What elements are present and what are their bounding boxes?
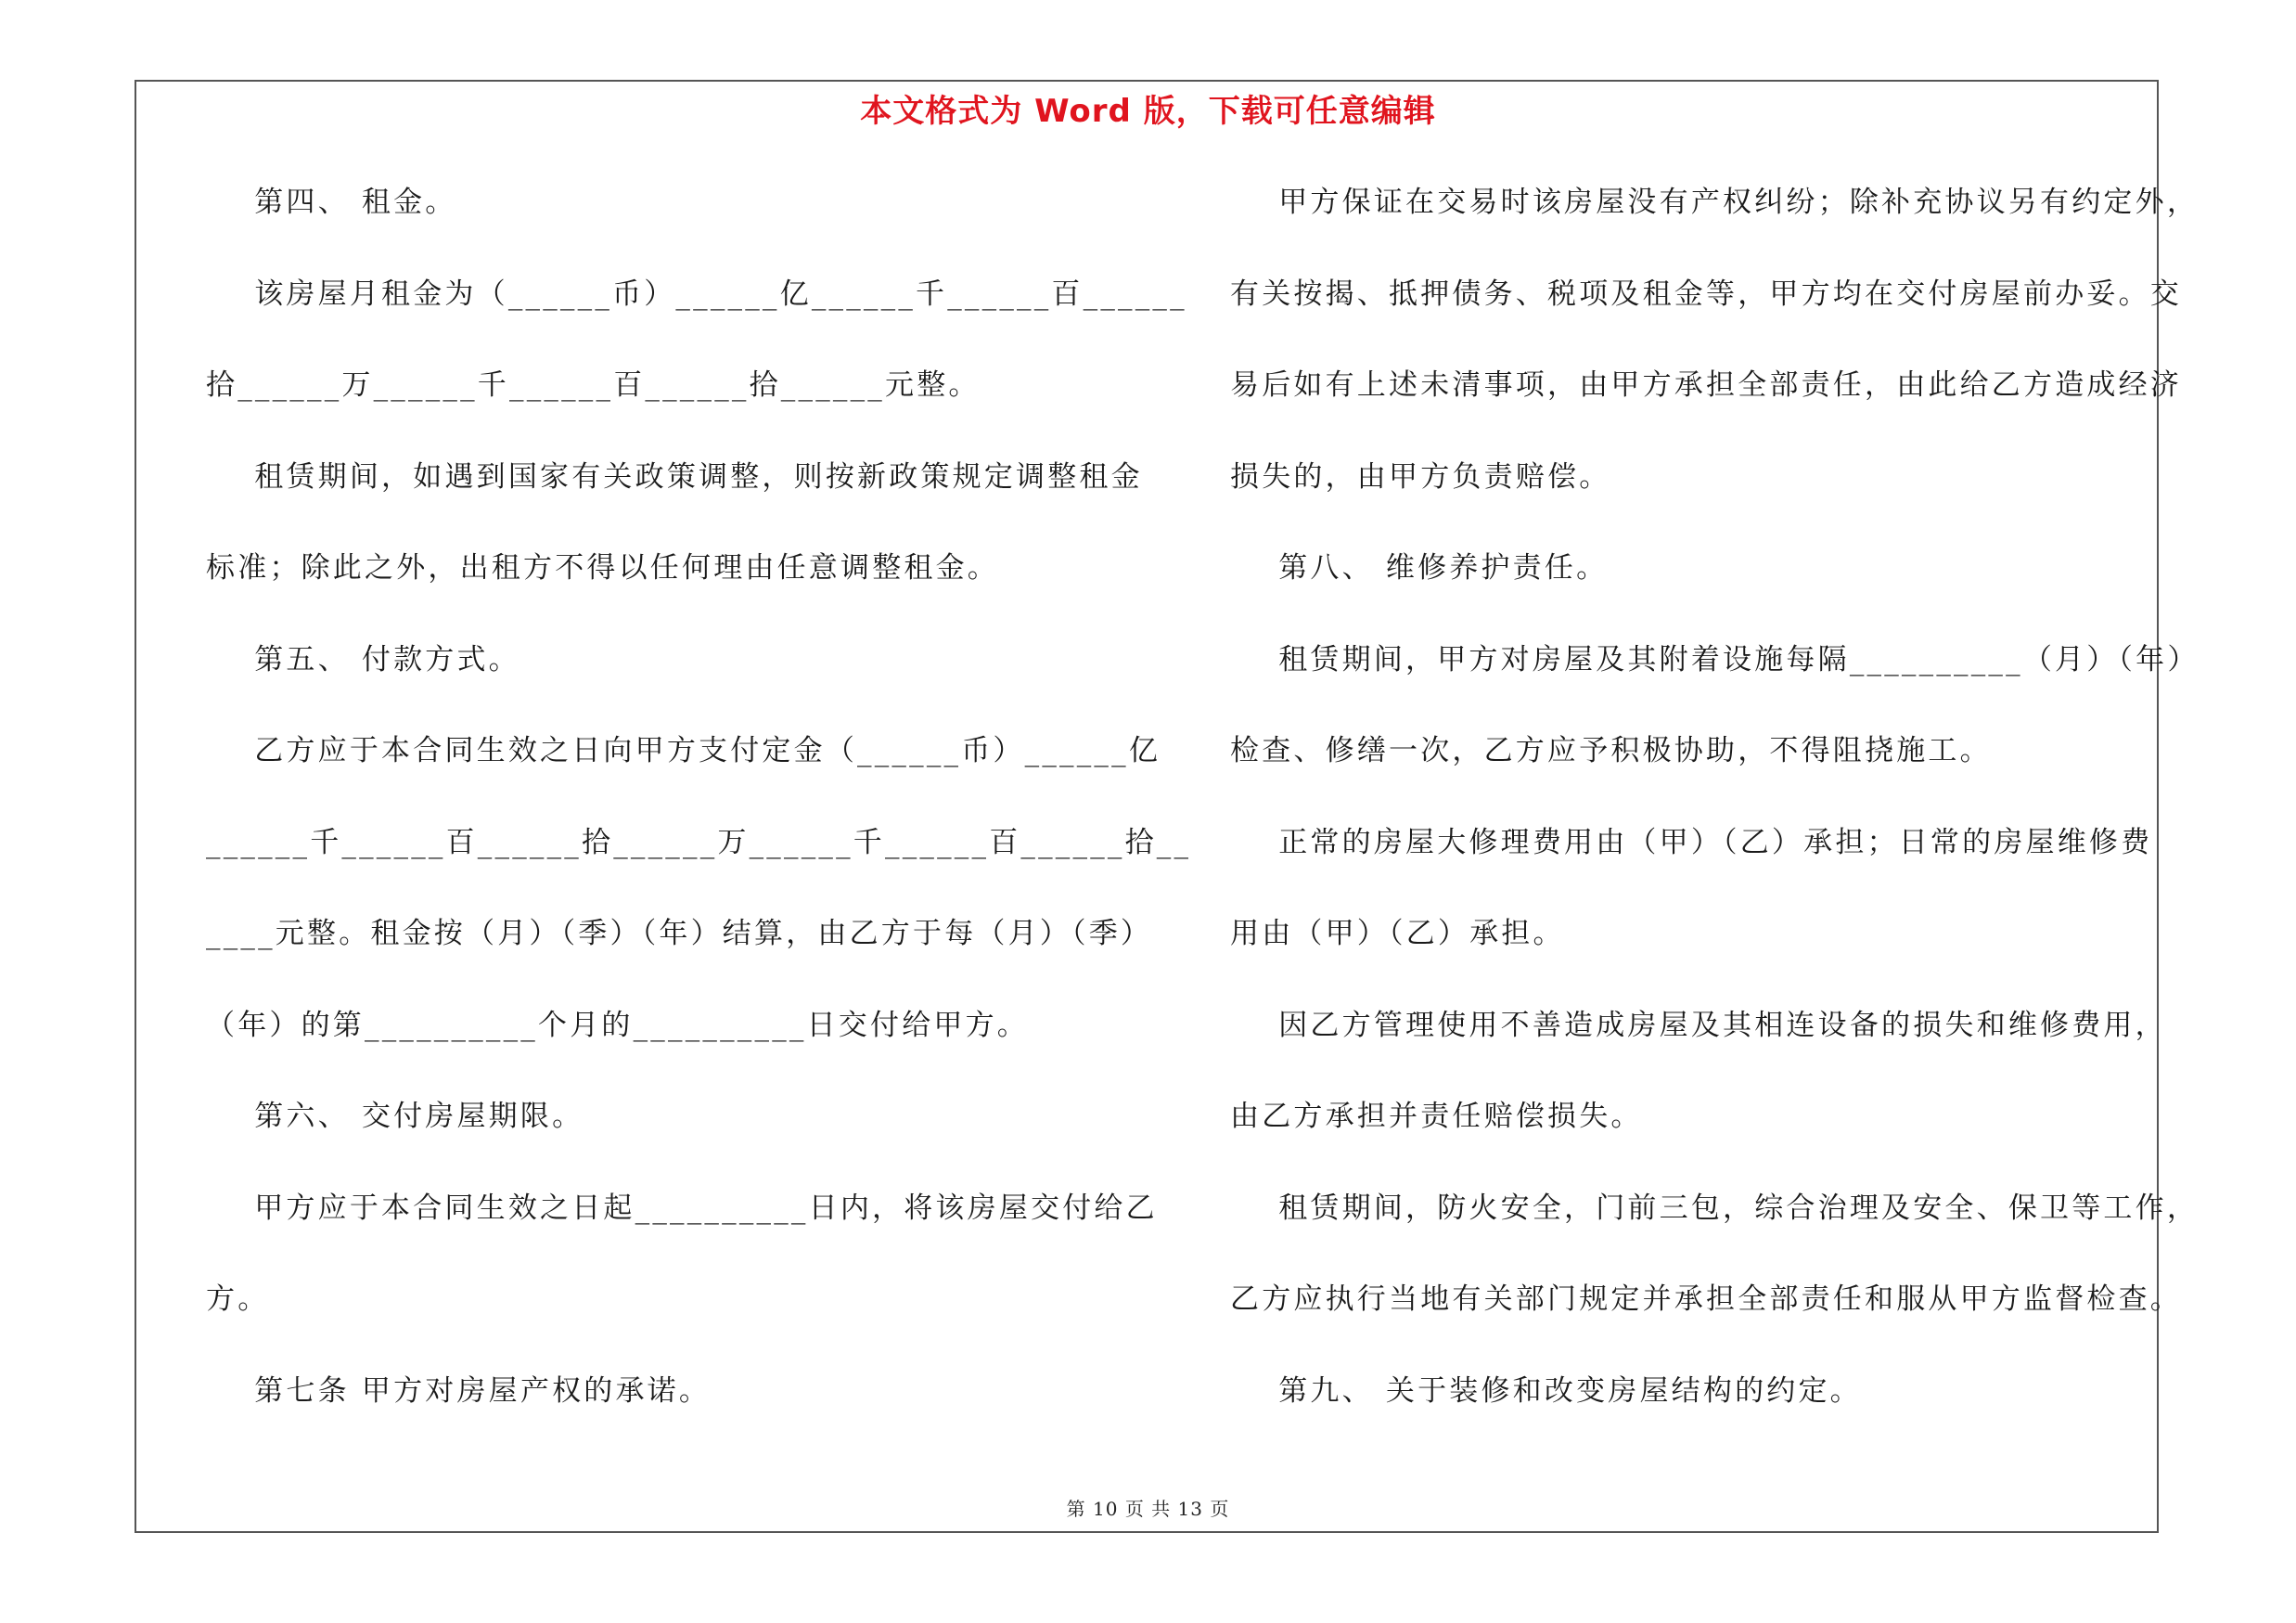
right-line: 检查、修缮一次，乙方应予积极协助，不得阻挠施工。 [1230, 734, 1992, 767]
left-line: ______千______百______拾______万______千______百______拾__ [206, 825, 1192, 859]
left-line: ____元整。租金按（月）（季）（年）结算，由乙方于每（月）（季） [206, 917, 1153, 950]
left-line: 第六、 交付房屋期限。 [206, 1100, 584, 1133]
left-line: 第五、 付款方式。 [206, 642, 520, 676]
right-line: 乙方应执行当地有关部门规定并承担全部责任和服从甲方监督检查。 [1230, 1282, 2182, 1316]
left-line: 拾______万______千______百______拾______元整。 [206, 368, 981, 402]
left-line: 第四、 租金。 [206, 186, 457, 219]
right-line: 租赁期间，甲方对房屋及其附着设施每隔__________（月）（年） [1230, 642, 2200, 676]
right-line: 损失的，由甲方负责赔偿。 [1230, 459, 1611, 494]
left-line: 方。 [206, 1282, 270, 1316]
left-line: 第七条 甲方对房屋产权的承诺。 [206, 1373, 712, 1408]
right-line: 由乙方承担并责任赔偿损失。 [1230, 1100, 1643, 1133]
banner-title: 本文格式为 Word 版，下载可任意编辑 [860, 93, 1436, 130]
right-line: 第八、 维修养护责任。 [1230, 551, 1609, 585]
page-number-footer: 第 10 页 共 13 页 [1066, 1498, 1230, 1520]
left-line: （年）的第__________个月的__________日交付给甲方。 [206, 1008, 1029, 1042]
left-line: 租赁期间，如遇到国家有关政策调整，则按新政策规定调整租金 [206, 459, 1143, 494]
right-line: 因乙方管理使用不善造成房屋及其相连设备的损失和维修费用， [1230, 1008, 2167, 1042]
right-line: 用由（甲）（乙）承担。 [1230, 917, 1565, 950]
right-line: 第九、 关于装修和改变房屋结构的约定。 [1230, 1373, 1862, 1408]
left-line: 标准；除此之外，出租方不得以任何理由任意调整租金。 [206, 551, 999, 585]
left-line: 该房屋月租金为（______币）______亿______千______百______ [206, 277, 1187, 311]
right-line: 租赁期间，防火安全，门前三包，综合治理及安全、保卫等工作， [1230, 1191, 2200, 1225]
right-line: 有关按揭、抵押债务、税项及租金等，甲方均在交付房屋前办妥。交 [1230, 277, 2182, 311]
right-line: 正常的房屋大修理费用由（甲）（乙）承担；日常的房屋维修费 [1230, 825, 2153, 859]
right-line: 甲方保证在交易时该房屋没有产权纠纷；除补充协议另有约定外， [1230, 186, 2200, 219]
left-line: 乙方应于本合同生效之日向甲方支付定金（______币）______亿 [206, 734, 1161, 767]
right-line: 易后如有上述未清事项，由甲方承担全部责任，由此给乙方造成经济 [1230, 368, 2182, 402]
left-line: 甲方应于本合同生效之日起__________日内，将该房屋交付给乙 [206, 1191, 1158, 1225]
